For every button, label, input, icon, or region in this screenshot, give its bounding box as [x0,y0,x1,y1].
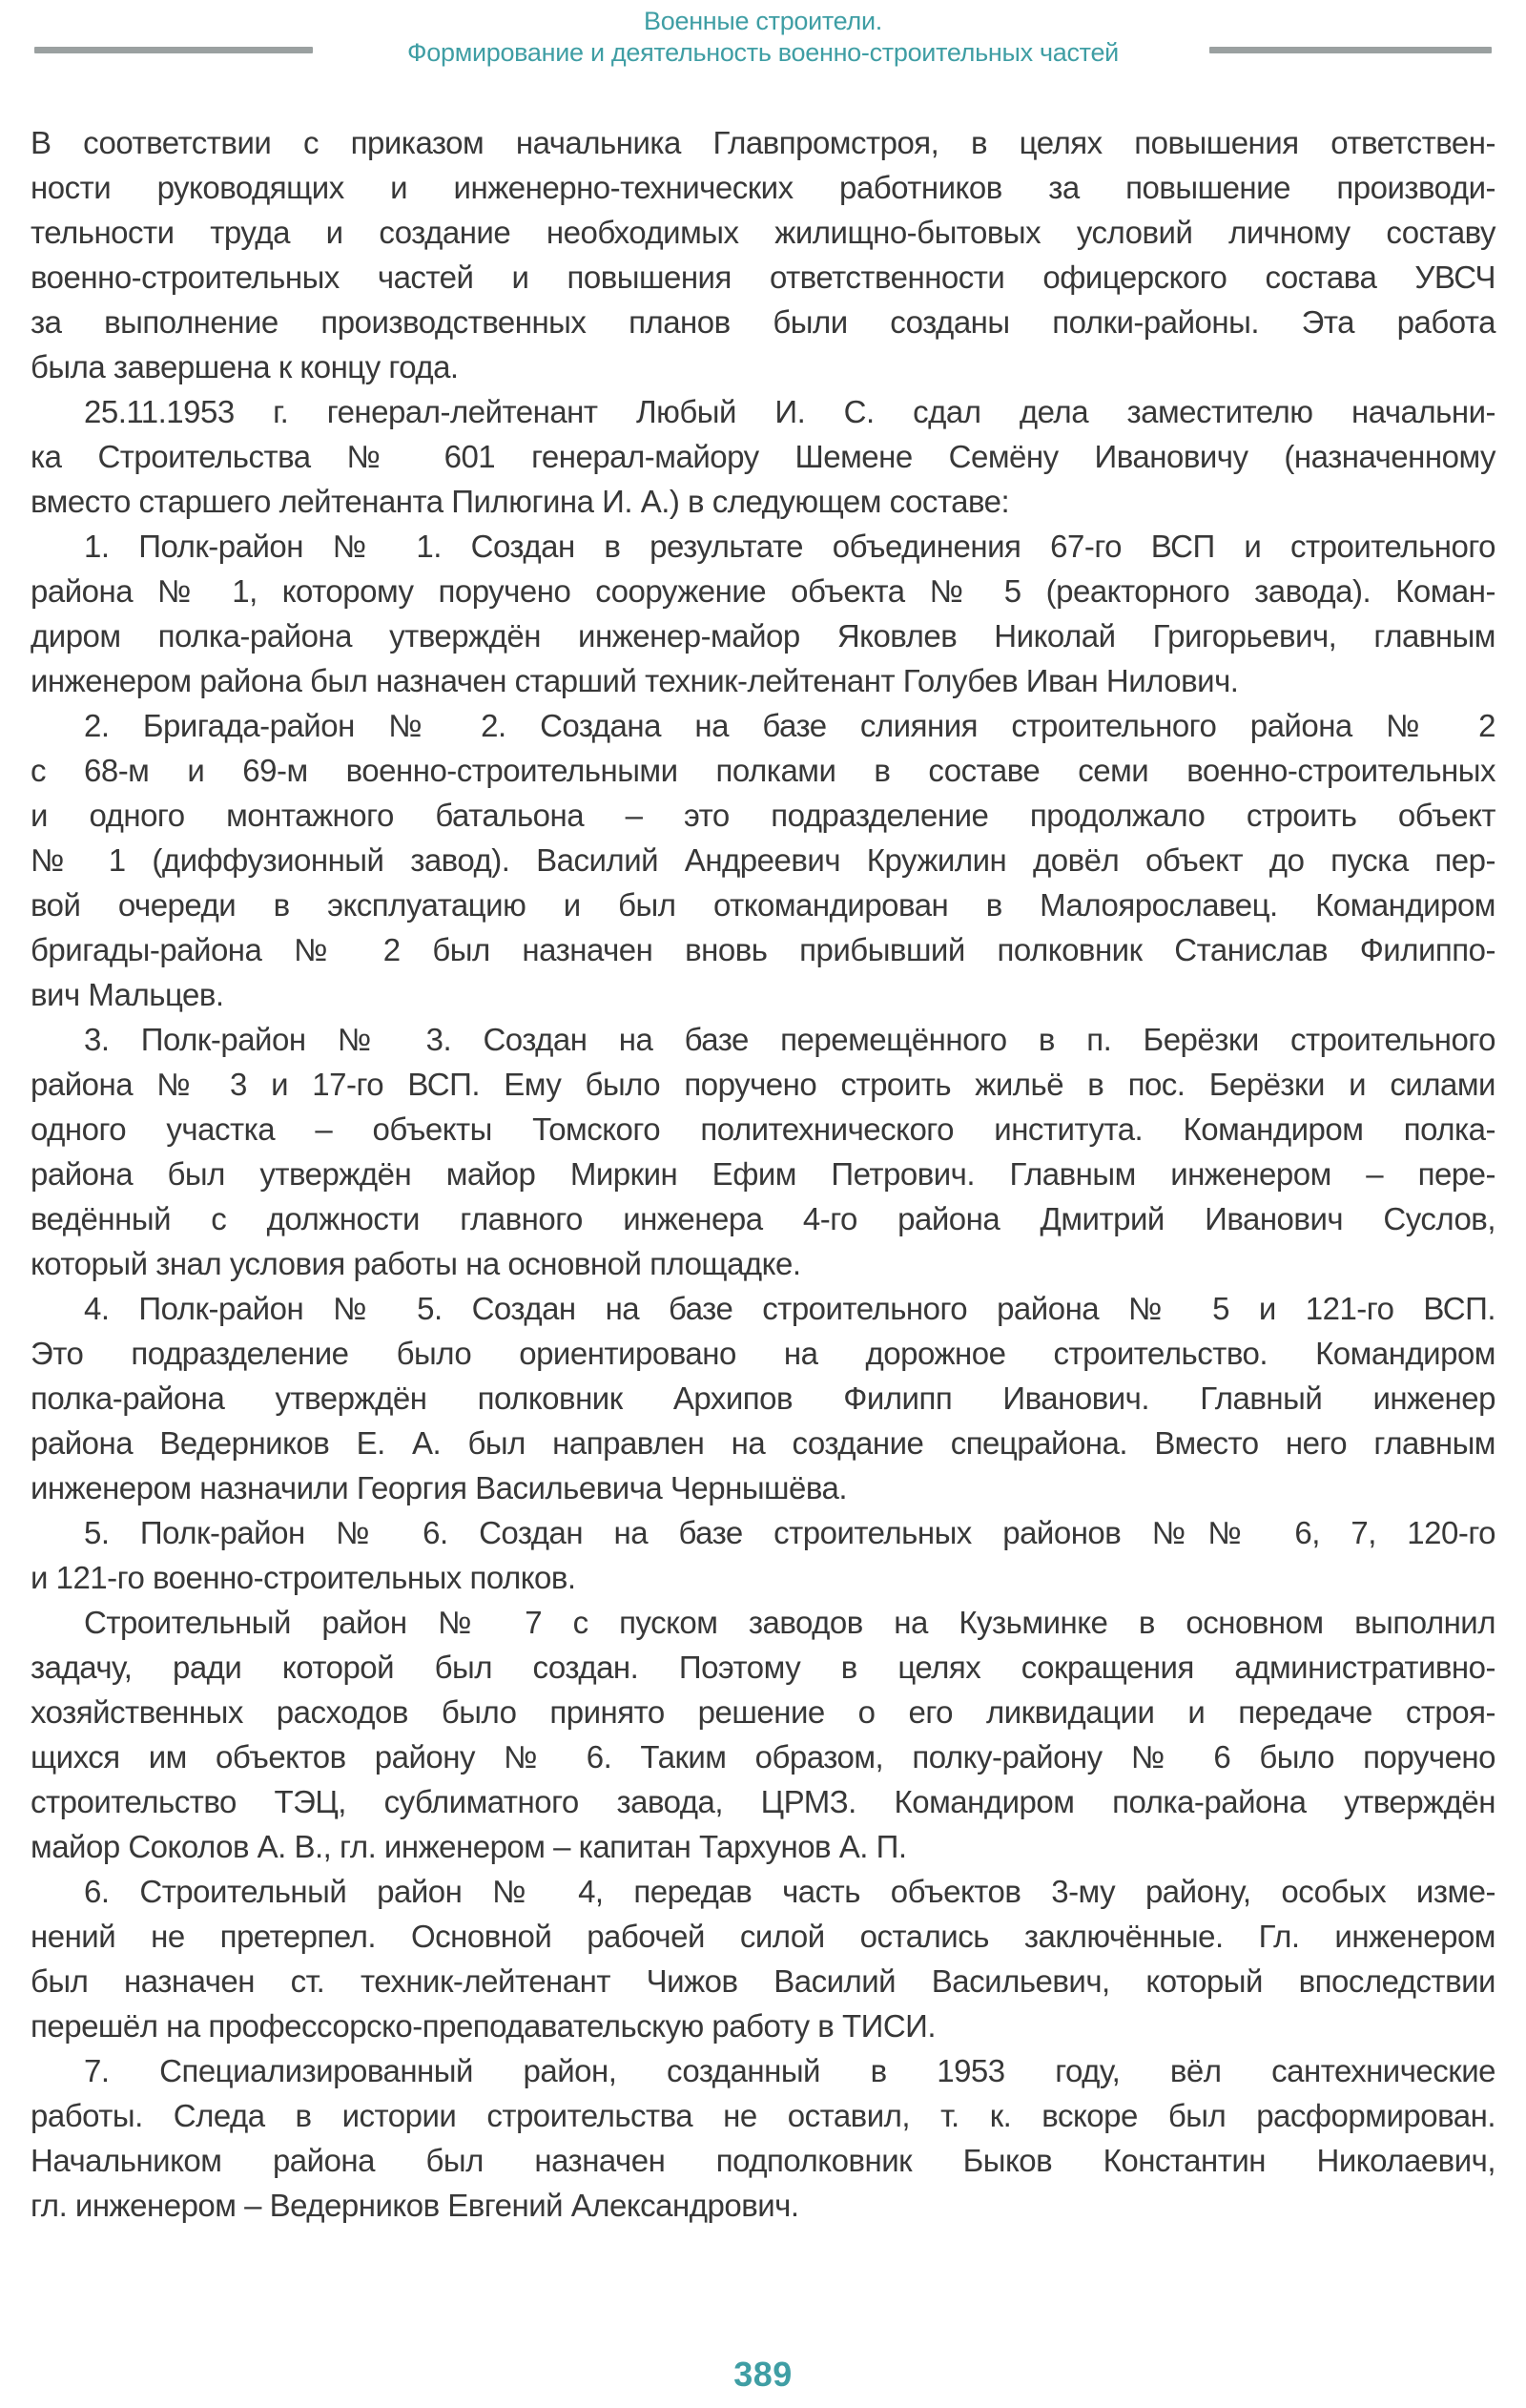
text-line: майор Соколов А. В., гл. инженером – капитан Тархунов А. П. [31,1829,907,1864]
paragraph [31,703,1495,1017]
paragraph [31,1600,1495,1869]
text-line: бригады-района № 2 был назначен вновь прибывший полковник Станислав Филиппо- [31,932,1495,967]
text-line: нений не претерпел. Основной рабочей силой остались заключённые. Гл. инженером [31,1919,1495,1954]
text-line: полка-района утверждён полковник Архипов Филипп Иванович. Главный инженер [31,1380,1495,1416]
text-line: 1. Полк-район № 1. Создан в результате объединения 67-го ВСП и строительного [84,529,1495,564]
text-line: Начальником района был назначен подполковник Быков Константин Николаевич, [31,2143,1495,2178]
text-line: и 121-го военно-строительных полков. [31,1560,576,1595]
text-line: военно-строительных частей и повышения ответственности офицерского состава УВСЧ [31,259,1495,295]
text-line: и одного монтажного батальона – это подразделение продолжало строить объект [31,798,1495,833]
text-line: Это подразделение было ориентировано на дорожное строительство. Командиром [31,1336,1495,1371]
running-header [0,6,1526,69]
text-line: вич Мальцев. [31,977,224,1012]
text-line: ка Строительства № 601 генерал-майору Шемене Семёну Ивановичу (назначенному [31,439,1495,474]
text-line: 5. Полк-район № 6. Создан на базе строительных районов №№ 6, 7, 120-го [84,1515,1495,1550]
paragraph [31,2048,1495,2228]
text-line: района был утверждён майор Миркин Ефим Петрович. Главным инженером – пере- [31,1156,1495,1192]
text-line: был назначен ст. техник-лейтенант Чижов Василий Васильевич, который впоследствии [31,1963,1495,1999]
text-line: за выполнение производственных планов были созданы полки-районы. Эта работа [31,304,1495,340]
text-line: строительство ТЭЦ, сублиматного завода, ЦРМЗ. Командиром полка-района утверждён [31,1784,1495,1819]
text-line: который знал условия работы на основной площадке. [31,1246,801,1281]
text-line: хозяйственных расходов было принято решение о его ликвидации и передаче строя- [31,1694,1495,1730]
paragraph [31,1510,1495,1600]
text-line: района № 1, которому поручено сооружение объекта № 5 (реакторного завода). Коман- [31,573,1495,609]
text-line: работы. Следа в истории строительства не оставил, т. к. вскоре был расформирован. [31,2098,1495,2133]
text-line: района № 3 и 17-го ВСП. Ему было поручено строить жильё в пос. Берёзки и силами [31,1067,1495,1102]
text-line: инженером района был назначен старший техник-лейтенант Голубев Иван Нилович. [31,663,1239,698]
text-line: тельности труда и создание необходимых жилищно-бытовых условий личному составу [31,215,1495,250]
text-line: щихся им объектов району № 6. Таким образом, полку-району № 6 было поручено [31,1739,1495,1775]
text-line: диром полка-района утверждён инженер-майор Яковлев Николай Григорьевич, главным [31,618,1495,654]
text-line: была завершена к концу года. [31,349,459,384]
text-line: 6. Строительный район № 4, передав часть объектов 3-му району, особых изме- [84,1874,1495,1909]
header-title-line-1: Военные строители. [644,7,882,35]
text-line: 3. Полк-район № 3. Создан на базе перемещённого в п. Берёзки строительного [84,1022,1495,1057]
text-line: перешёл на профессорско-преподавательскую работу в ТИСИ. [31,2008,937,2044]
paragraph [31,120,1495,389]
page-body [31,120,1495,2228]
text-line: 2. Бригада-район № 2. Создана на базе слияния строительного района № 2 [84,708,1495,743]
header-title-line-2: Формирование и деятельность военно-строительных частей [407,38,1119,67]
text-line: гл. инженером – Ведерников Евгений Александрович. [31,2188,799,2223]
text-line: 25.11.1953 г. генерал-лейтенант Любый И. С. сдал дела заместителю начальни- [84,394,1495,429]
text-line: вместо старшего лейтенанта Пилюгина И. А.) в следующем составе: [31,484,1010,519]
text-line: одного участка – объекты Томского политехнического института. Командиром полка- [31,1111,1495,1147]
text-line: вой очереди в эксплуатацию и был откомандирован в Малоярославец. Командиром [31,887,1495,923]
text-line: Строительный район № 7 с пуском заводов на Кузьминке в основном выполнил [84,1605,1495,1640]
paragraph [31,524,1495,703]
text-line: задачу, ради которой был создан. Поэтому в целях сокращения административно- [31,1650,1495,1685]
text-line: 4. Полк-район № 5. Создан на базе строительного района № 5 и 121-го ВСП. [84,1291,1495,1326]
header-rule-left [34,47,313,53]
text-line: 7. Специализированный район, созданный в 1953 году, вёл сантехнические [84,2053,1495,2088]
text-line: ности руководящих и инженерно-технических работников за повышение производи- [31,170,1495,205]
paragraph [31,1017,1495,1286]
text-line: района Ведерников Е. А. был направлен на создание спецрайона. Вместо него главным [31,1425,1495,1461]
text-line: с 68-м и 69-м военно-строительными полками в составе семи военно-строительных [31,753,1495,788]
text-line: В соответствии с приказом начальника Главпромстроя, в целях повышения ответствен- [31,125,1495,160]
paragraph [31,1869,1495,2048]
header-rule-right [1209,47,1492,53]
text-line: № 1 (диффузионный завод). Василий Андреевич Кружилин довёл объект до пуска пер- [31,842,1495,878]
text-line: инженером назначили Георгия Васильевича Чернышёва. [31,1470,848,1505]
text-line: ведённый с должности главного инженера 4-го района Дмитрий Иванович Суслов, [31,1201,1495,1236]
paragraph [31,389,1495,524]
paragraph [31,1286,1495,1510]
page-number: 389 [733,2355,793,2394]
